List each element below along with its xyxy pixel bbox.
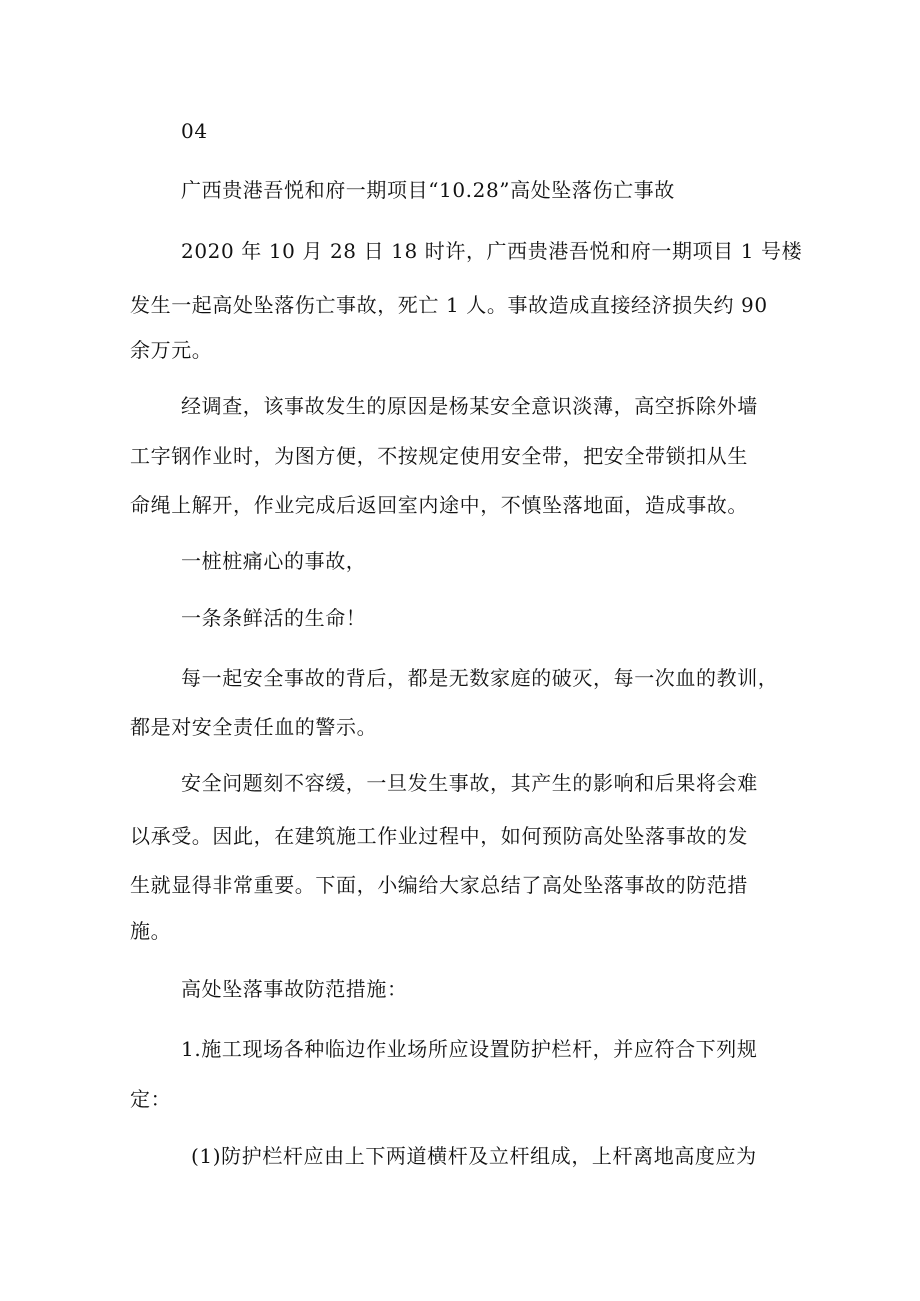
paragraph-line: 高处坠落事故防范措施： <box>181 977 408 1001</box>
paragraph-line: 都是对安全责任血的警示。 <box>130 715 378 739</box>
section-number: 04 <box>181 119 208 143</box>
paragraph-line: 施。 <box>130 919 172 943</box>
paragraph-line: 以承受。因此，在建筑施工作业过程中，如何预防高处坠落事故的发 <box>130 824 748 848</box>
paragraph-line: 生就显得非常重要。下面，小编给大家总结了高处坠落事故的防范措 <box>130 873 748 897</box>
paragraph-line: 余万元。 <box>130 338 213 362</box>
paragraph-line: 1.施工现场各种临边作业场所应设置防护栏杆，并应符合下列规 <box>181 1037 758 1061</box>
paragraph-line: 一条条鲜活的生命！ <box>181 606 367 630</box>
paragraph-line: (1)防护栏杆应由上下两道横杆及立杆组成，上杆离地高度应为 <box>191 1144 757 1168</box>
section-heading: 广西贵港吾悦和府一期项目“10.28”高处坠落伤亡事故 <box>181 178 675 202</box>
paragraph-line: 发生一起高处坠落伤亡事故，死亡 1 人。事故造成直接经济损失约 90 <box>130 293 768 317</box>
paragraph-line: 经调查，该事故发生的原因是杨某安全意识淡薄，高空拆除外墙 <box>181 394 758 418</box>
paragraph-line: 2020 年 10 月 28 日 18 时许，广西贵港吾悦和府一期项目 1 号楼 <box>181 239 803 263</box>
paragraph-line: 定： <box>130 1087 172 1111</box>
paragraph-line: 命绳上解开，作业完成后返回室内途中，不慎坠落地面，造成事故。 <box>130 493 748 517</box>
paragraph-line: 工字钢作业时，为图方便，不按规定使用安全带，把安全带锁扣从生 <box>130 444 748 468</box>
paragraph-line: 一桩桩痛心的事故， <box>181 549 367 573</box>
paragraph-line: 每一起安全事故的背后，都是无数家庭的破灭，每一次血的教训， <box>181 666 779 690</box>
paragraph-line: 安全问题刻不容缓，一旦发生事故，其产生的影响和后果将会难 <box>181 771 758 795</box>
